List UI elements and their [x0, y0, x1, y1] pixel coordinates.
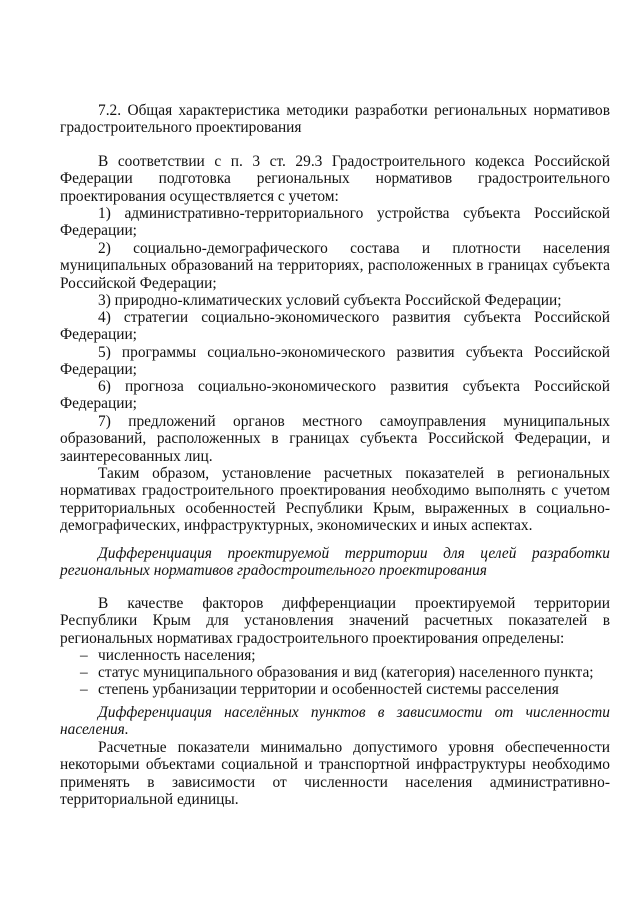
bullet-text: степень урбанизации территории и особенностей системы расселения	[98, 681, 559, 698]
bullet-text: численность населения;	[98, 647, 256, 664]
dash-marker: –	[80, 681, 88, 698]
dash-marker: –	[80, 647, 88, 664]
final-paragraph: Расчетные показатели минимально допустимого уровня обеспеченности некоторыми объектами социальной и транспортной инфраструктуры необходимо применять в зависимости от численности населения административно-территориальной единицы.	[60, 739, 610, 809]
differentiation-intro: В качестве факторов дифференциации проектируемой территории Республики Крым для установления значений расчетных показателей в региональных нормативах градостроительного проектирования определены:	[60, 595, 610, 647]
factor-item-1: 1) административно-территориального устройства субъекта Российской Федерации;	[60, 205, 610, 240]
subheading-population-differentiation: Дифференциация населённых пунктов в зависимости от численности населения.	[60, 704, 610, 739]
factor-item-4: 4) стратегии социально-экономического развития субъекта Российской Федерации;	[60, 309, 610, 344]
bullet-text: статус муниципального образования и вид (категория) населенного пункта;	[98, 664, 594, 681]
factor-item-3: 3) природно-климатических условий субъекта Российской Федерации;	[98, 292, 562, 309]
factor-item-7: 7) предложений органов местного самоуправления муниципальных образований, расположенных в границах субъекта Российской Федерации, и заинтересованных лиц.	[60, 413, 610, 465]
section-title: 7.2. Общая характеристика методики разработки региональных нормативов градостроительного проектирования	[60, 102, 610, 137]
intro-paragraph: В соответствии с п. 3 ст. 29.3 Градостроительного кодекса Российской Федерации подготовка региональных нормативов градостроительного проектирования осуществляется с учетом:	[60, 153, 610, 205]
conclusion-paragraph: Таким образом, установление расчетных показателей в региональных нормативах градостроительного проектирования необходимо выполнять с учетом территориальных особенностей Республики Крым, выраженных в социально-демографических, инфраструктурных, экономических и иных аспектах.	[60, 465, 610, 535]
factor-item-5: 5) программы социально-экономического развития субъекта Российской Федерации;	[60, 344, 610, 379]
factor-item-6: 6) прогноза социально-экономического развития субъекта Российской Федерации;	[60, 378, 610, 413]
dash-marker: –	[80, 664, 88, 681]
subheading-territory-differentiation: Дифференциация проектируемой территории для целей разработки региональных нормативов градостроительного проектирования	[60, 545, 610, 580]
factor-item-2: 2) социально-демографического состава и плотности населения муниципальных образований на территориях, расположенных в границах субъекта Российской Федерации;	[60, 240, 610, 292]
